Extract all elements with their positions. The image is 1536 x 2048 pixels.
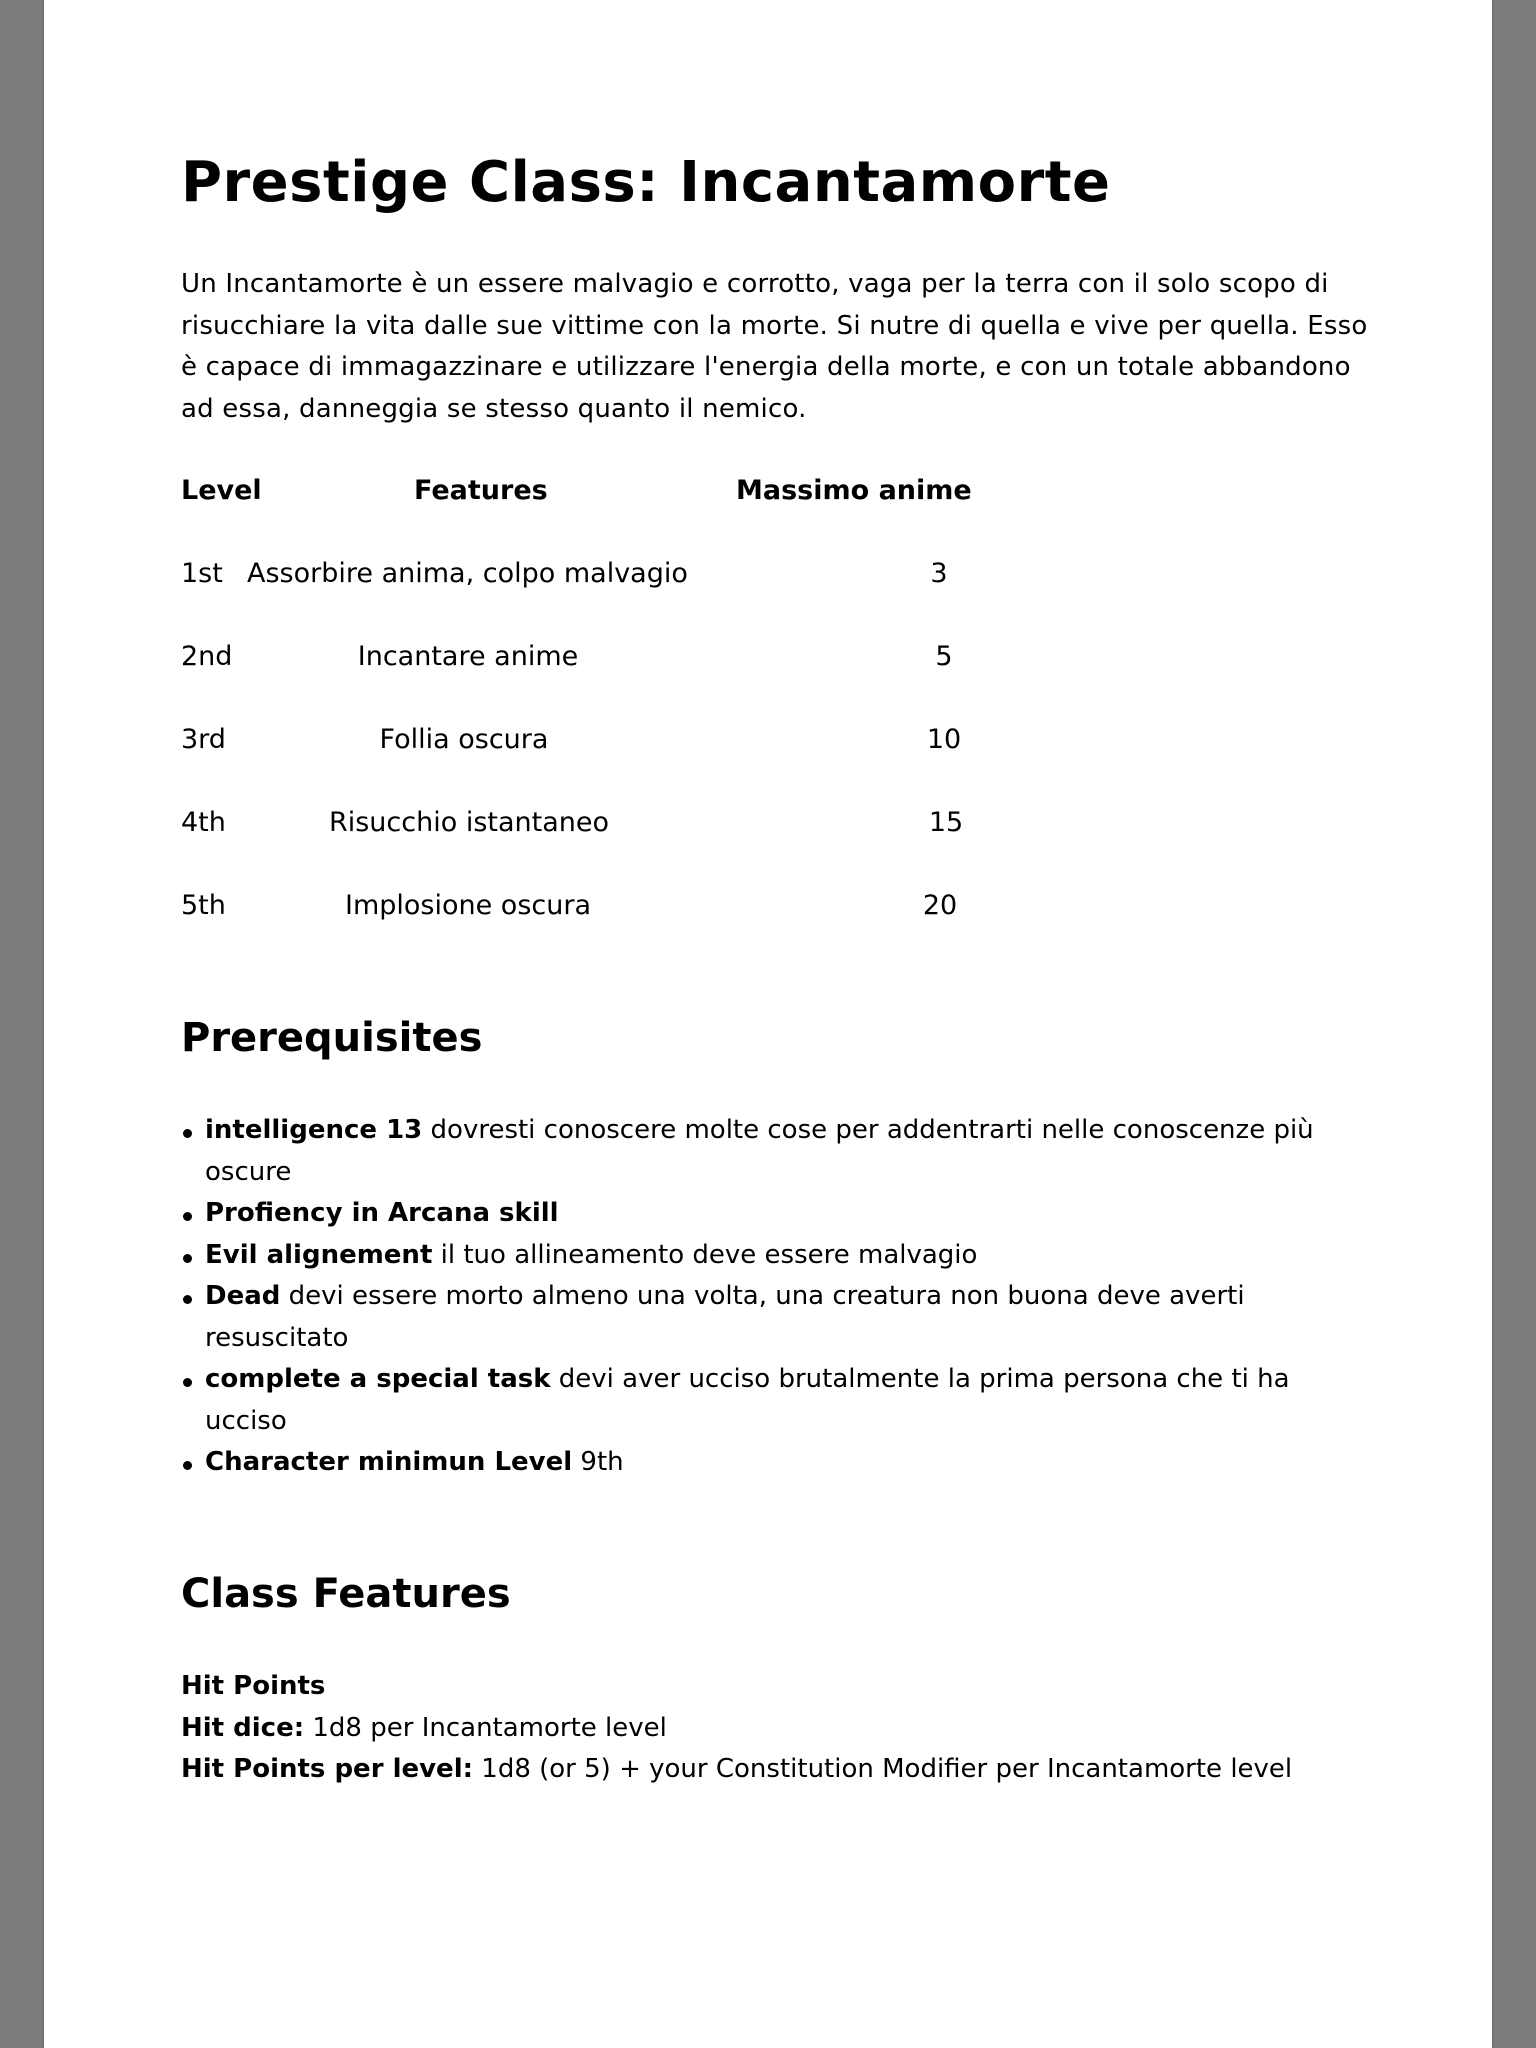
prereq-text: devi aver ucciso brutalmente la prima persona che ti ha ucciso [205, 1364, 1290, 1436]
bullet-icon [183, 1295, 192, 1304]
prereq-label: Character minimun Level [205, 1447, 573, 1477]
prereq-text: devi essere morto almeno una volta, una creatura non buona deve averti resuscitato [205, 1281, 1245, 1353]
table-row-4-features: Risucchio istantaneo [328, 807, 610, 838]
table-header-level: Level [181, 475, 262, 506]
page-title: Prestige Class: Incantamorte [181, 150, 1111, 215]
list-item [181, 1276, 1361, 1359]
prereq-text: il tuo allineamento deve essere malvagio [432, 1239, 978, 1270]
list-item [181, 1193, 1361, 1235]
bullet-icon [183, 1254, 192, 1263]
table-row-3-level: 3rd [181, 724, 226, 755]
table-row-1-max-souls: 3 [930, 558, 948, 589]
table-row-1-level: 1st [181, 558, 223, 589]
hit-points-label: Hit Points [181, 1671, 326, 1701]
prerequisites-list [181, 1110, 1361, 1484]
prereq-label: intelligence 13 [205, 1115, 423, 1145]
intro-paragraph: Un Incantamorte è un essere malvagio e corrotto, vaga per la terra con il solo scopo di risucchiare la vita dalle sue vittime con la morte. Si nutre di quella e vive per quella. Esso è capace di immagazzinare e utilizzare l'energia della morte, e con un totale abbandono ad essa, danneggia se stesso quanto il nemico. [181, 269, 1368, 424]
hp-per-level-value: 1d8 (or 5) + your Constitution Modifier per Incantamorte level [473, 1754, 1293, 1784]
table-row-4-level: 4th [181, 807, 226, 838]
table-header-max-souls: Massimo anime [736, 475, 972, 506]
table-row-2-max-souls: 5 [935, 641, 953, 672]
table-row-1-features: Assorbire anima, colpo malvagio [247, 558, 688, 589]
class-features-heading: Class Features [181, 1571, 511, 1617]
table-row-5-max-souls: 20 [922, 890, 958, 921]
bullet-icon [183, 1461, 192, 1470]
table-row-5-level: 5th [181, 890, 226, 921]
list-item [181, 1235, 1361, 1277]
prereq-label: Evil alignement [205, 1239, 433, 1270]
table-row-2-features: Incantare anime [357, 641, 579, 672]
bullet-icon [183, 1129, 192, 1138]
table-row-2-level: 2nd [181, 641, 233, 672]
prereq-label: complete a special task [205, 1364, 551, 1394]
hp-per-level-label: Hit Points per level: [181, 1754, 474, 1784]
prereq-label: Profiency in Arcana skill [205, 1198, 559, 1228]
prereq-text: 9th [572, 1447, 624, 1477]
document-page [44, 0, 1492, 2048]
prereq-text: dovresti conoscere molte cose per addentrarti nelle conoscenze più oscure [205, 1115, 1314, 1187]
hit-dice-label: Hit dice: [181, 1712, 305, 1743]
list-item [181, 1110, 1361, 1193]
prereq-label: Dead [205, 1281, 281, 1311]
hit-points-block [181, 1666, 1381, 1791]
hit-dice-value: 1d8 per Incantamorte level [304, 1712, 667, 1743]
list-item [181, 1359, 1361, 1442]
bullet-icon [183, 1378, 192, 1387]
table-row-5-features: Implosione oscura [344, 890, 591, 921]
table-row-3-features: Follia oscura [379, 724, 549, 755]
list-item [181, 1442, 1361, 1484]
bullet-icon [183, 1212, 192, 1221]
table-row-4-max-souls: 15 [928, 807, 964, 838]
table-header-features: Features [414, 475, 548, 506]
prerequisites-heading: Prerequisites [181, 1015, 483, 1061]
table-row-3-max-souls: 10 [926, 724, 962, 755]
